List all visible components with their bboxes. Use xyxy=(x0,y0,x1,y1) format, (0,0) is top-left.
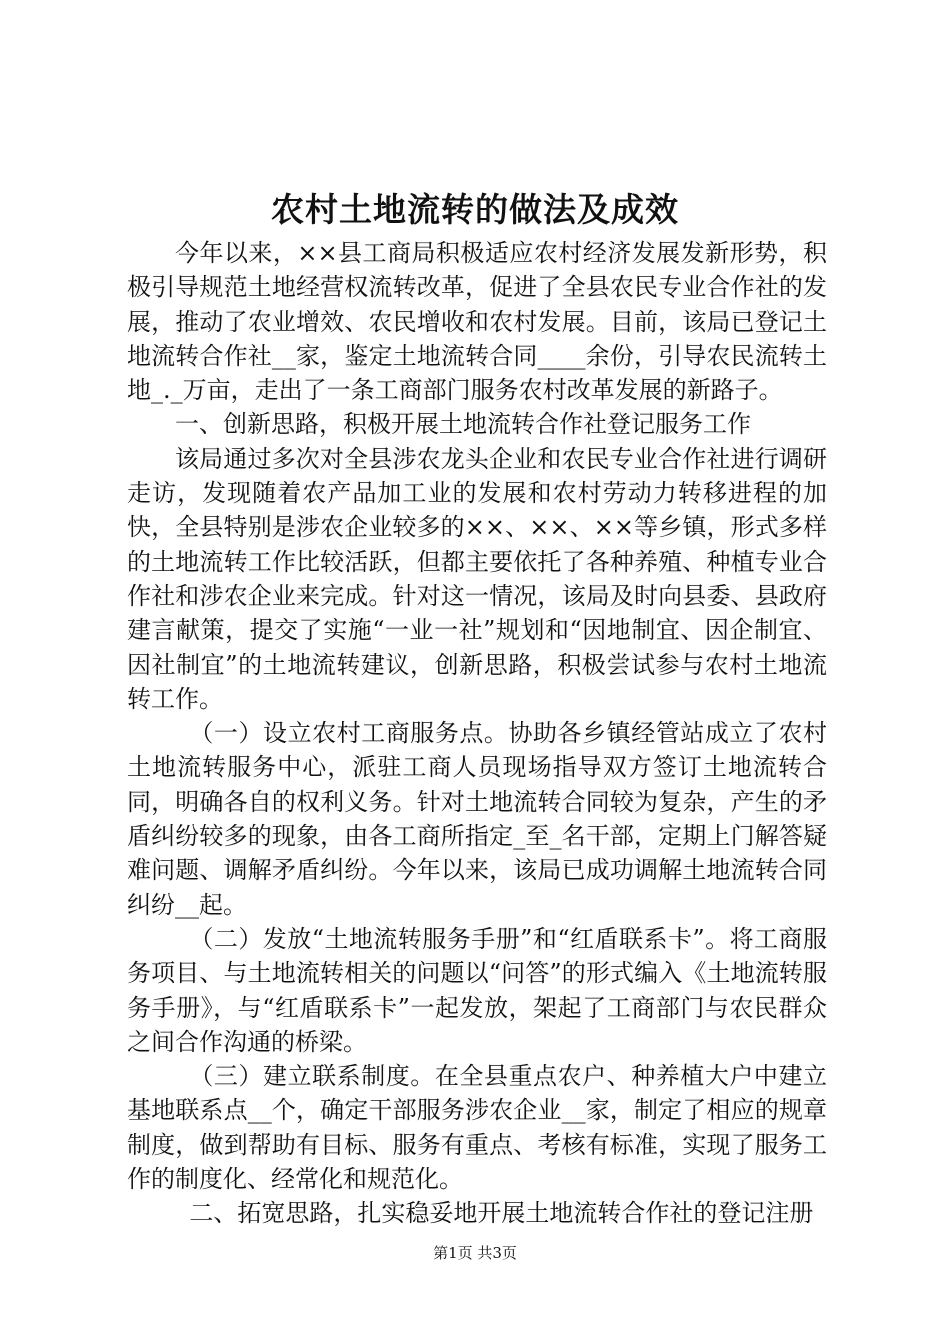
document-body xyxy=(127,236,827,1231)
paragraph-item-2: （二）发放“土地流转服务手册”和“红盾联系卡”。将工商服务项目、与土地流转相关的问题以“问答”的形式编入《土地流转服务手册》，与“红盾联系卡”一起发放，架起了工商部门与农民群众之间合作沟通的桥梁。 xyxy=(127,924,827,1056)
paragraph-item-1: （一）设立农村工商服务点。协助各乡镇经管站成立了农村土地流转服务中心，派驻工商人员现场指导双方签订土地流转合同，明确各自的权利义务。针对土地流转合同较为复杂，产生的矛盾纠纷较多的现象，由各工商所指定_至_名干部，定期上门解答疑难问题、调解矛盾纠纷。今年以来，该局已成功调解土地流转合同纠纷__起。 xyxy=(127,719,827,919)
document-title: 农村土地流转的做法及成效 xyxy=(271,190,679,229)
page-footer: 第1页 共3页 xyxy=(433,1244,517,1262)
paragraph-section-1: 该局通过多次对全县涉农龙头企业和农民专业合作社进行调研走访，发现随着农产品加工业的发展和农村劳动力转移进程的加快，全县特别是涉农企业较多的××、××、××等乡镇，形式多样的土地流转工作比较活跃，但都主要依托了各种养殖、种植专业合作社和涉农企业来完成。针对这一情况，该局及时向县委、县政府建言献策，提交了实施“一业一社”规划和“因地制宜、因企制宜、因社制宜”的土地流转建议，创新思路，积极尝试参与农村土地流转工作。 xyxy=(127,444,827,713)
section-heading-1: 一、创新思路，积极开展土地流转合作社登记服务工作 xyxy=(175,410,751,439)
paragraph-item-3: （三）建立联系制度。在全县重点农户、种养植大户中建立基地联系点__个，确定干部服务涉农企业__家，制定了相应的规章制度，做到帮助有目标、服务有重点、考核有标准，实现了服务工作的制度化、经常化和规范化。 xyxy=(127,1062,827,1194)
section-heading-2: 二、拓宽思路，扎实稳妥地开展土地流转合作社的登记注册 xyxy=(189,1199,814,1228)
paragraph-intro: 今年以来，××县工商局积极适应农村经济发展发新形势，积极引导规范土地经营权流转改革，促进了全县农民专业合作社的发展，推动了农业增效、农民增收和农村发展。目前，该局已登记土地流转合作社__家，鉴定土地流转合同____余份，引导农民流转土地_._万亩，走出了一条工商部门服务农村改革发展的新路子。 xyxy=(127,239,827,405)
